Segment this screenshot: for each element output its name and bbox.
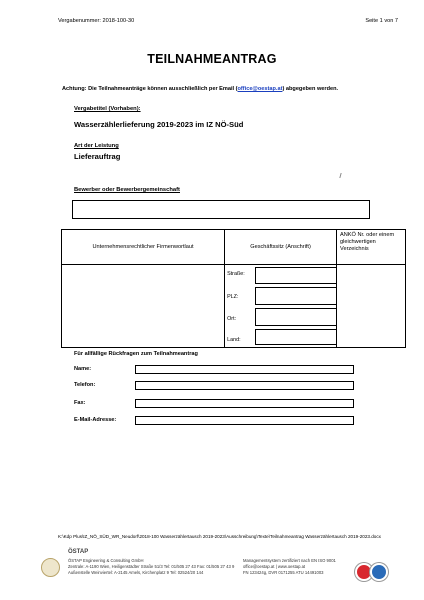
- notice-text-after: ) abgegeben werden.: [282, 86, 339, 92]
- col-geschaeftssitz-header: Geschäftssitz (Anschrift): [225, 230, 337, 265]
- bewerber-input[interactable]: [72, 200, 370, 219]
- quality-badge-icon: [370, 563, 388, 581]
- ort-input[interactable]: [255, 308, 337, 326]
- name-label: Name:: [74, 366, 92, 372]
- leistung-value: Lieferauftrag: [74, 152, 121, 161]
- footer-cert-line: office@oestap.at | www.oestap.at: [243, 564, 306, 569]
- footer-cert-line: FN 123424g, DVR 0171255 ATU 14491003: [243, 570, 324, 575]
- notice-email-link[interactable]: office@oestap.at: [237, 86, 283, 92]
- contact-heading: Für allfällige Rückfragen zum Teilnahmeantrag: [74, 351, 198, 357]
- land-label: Land:: [227, 337, 241, 343]
- ort-label: Ort:: [227, 316, 237, 322]
- footer-logo-text: ÖSTAP: [68, 549, 89, 555]
- geschaeftssitz-cell: [225, 265, 337, 348]
- telefon-input[interactable]: [135, 381, 354, 390]
- page-number: Seite 1 von 7: [365, 18, 398, 24]
- stray-mark: [339, 173, 344, 178]
- plz-input[interactable]: [255, 287, 337, 305]
- footer-company-info: [68, 558, 234, 576]
- ankoe-cell[interactable]: [337, 265, 406, 348]
- email-label: E-Mail-Adresse:: [74, 417, 117, 423]
- name-input[interactable]: [135, 365, 354, 374]
- bewerber-label: Bewerber oder Bewerbergemeinschaft: [74, 187, 180, 193]
- telefon-label: Telefon:: [74, 382, 96, 388]
- footer-cert-line: Managementsystem zertifiziert nach EN ISO 9001: [243, 558, 336, 563]
- strasse-label: Straße:: [227, 271, 245, 277]
- land-input[interactable]: [255, 329, 337, 345]
- firmenwortlaut-cell[interactable]: [62, 265, 225, 348]
- plz-label: PLZ:: [227, 294, 239, 300]
- submission-notice: [62, 86, 338, 92]
- page-title: TEILNAHMEANTRAG: [147, 52, 277, 66]
- col-firmenwortlaut-header: Unternehmensrechtlicher Firmenwortlaut: [62, 230, 225, 265]
- firm-table: [61, 229, 406, 348]
- footer-company-line: Zentrale: A-1190 Wien, Heiligenstädter Straße 51/3 Tel: 01/505 27 43 Fax: 01/505 27 43 9: [68, 564, 235, 569]
- vergabetitel-label: Vergabetitel (Vorhaben):: [74, 106, 141, 112]
- footer-file-path: K:\Kdp Plus\IZ_NÖ_SÜD_WR_Neudorf\2018-100 Wasserzählertausch 2019-2023\Ausschreibung\Texte\Teilnahmeantrag Wasserzählertausch 2019-2023.docx: [58, 534, 381, 539]
- footer-company-line: ÖSTAP Engineering & Consulting GmbH: [68, 558, 144, 563]
- strasse-input[interactable]: [255, 267, 337, 284]
- fax-label: Fax:: [74, 400, 86, 406]
- leistung-label: Art der Leistung: [74, 143, 119, 149]
- vergabetitel-value: Wasserzählerlieferung 2019-2023 im IZ NÖ-Süd: [74, 120, 244, 129]
- document-reference: Vergabenummer: 2018-100-30: [58, 18, 135, 24]
- oestap-seal-icon: [41, 558, 60, 577]
- notice-text-before: Achtung: Die Teilnahmeanträge können ausschließlich per Email (: [62, 86, 238, 92]
- col-ankoe-header: ANKÖ Nr. oder einem gleichwertigen Verzeichnis: [337, 230, 406, 265]
- email-input[interactable]: [135, 416, 354, 425]
- fax-input[interactable]: [135, 399, 354, 408]
- footer-cert-info: [243, 558, 336, 576]
- footer-company-line: Außenstelle Weinviertel: A-2145 Amels, Kirchenplatz 9 Tel: 02524/20 144: [68, 570, 204, 575]
